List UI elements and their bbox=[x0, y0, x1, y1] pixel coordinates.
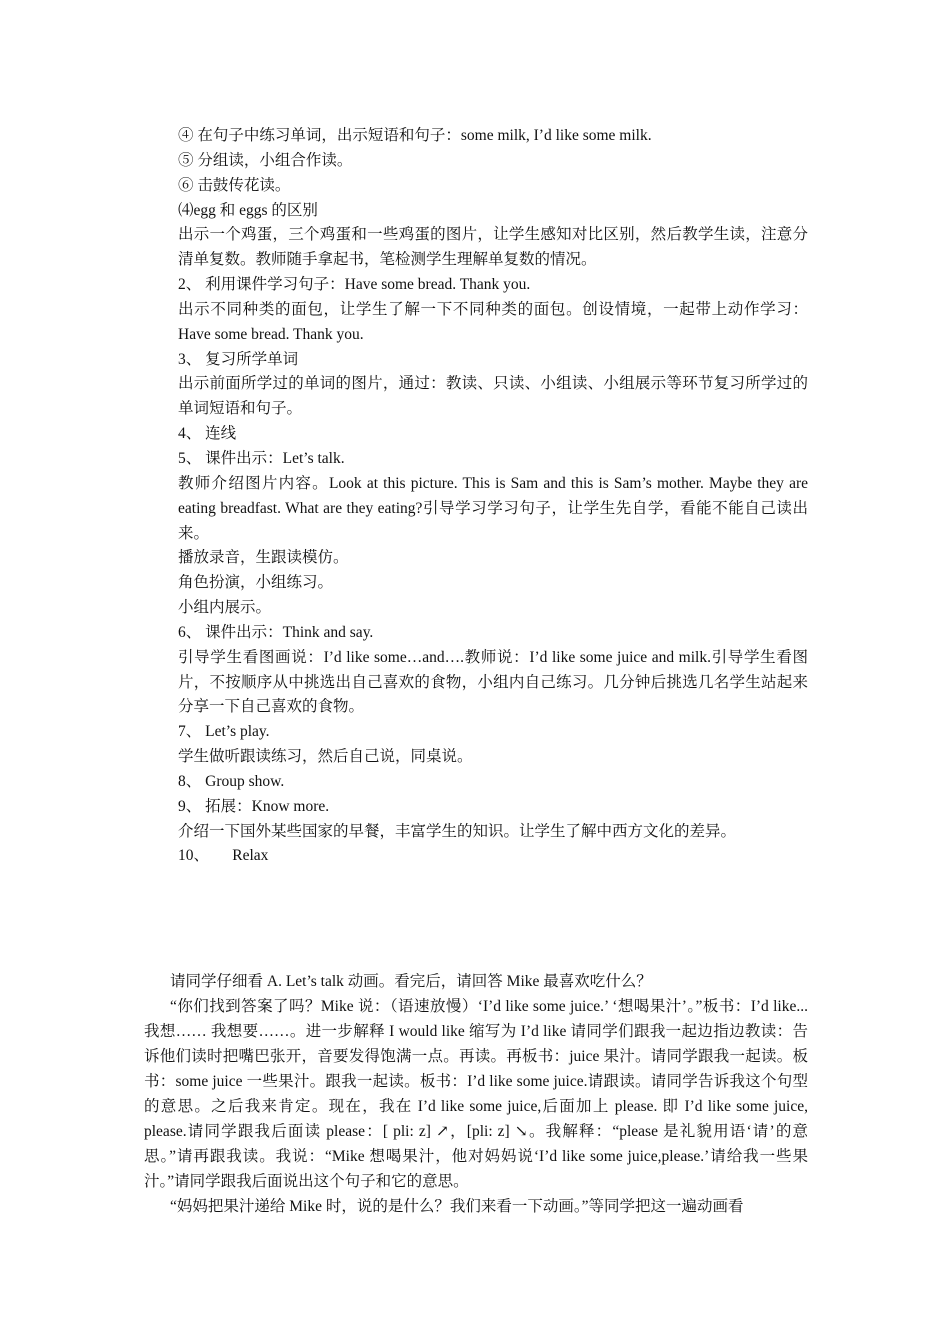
paragraph: 学生做听跟读练习，然后自己说，同桌说。 bbox=[178, 748, 473, 766]
paragraph: 介绍一下国外某些国家的早餐，丰富学生的知识。让学生了解中西方文化的差异。 bbox=[178, 822, 737, 840]
paragraph: 小组内展示。 bbox=[178, 599, 272, 617]
paragraph: 3、 复习所学单词 bbox=[178, 350, 299, 368]
paragraph: 请同学仔细看 A. Let’s talk 动画。看完后，请回答 Mike 最喜欢吃什么？ bbox=[170, 973, 652, 990]
paragraph: 5、 课件出示：Let’s talk. bbox=[178, 449, 345, 467]
paragraph: 9、 拓展：Know more. bbox=[178, 797, 330, 815]
paragraph: 8、 Group show. bbox=[178, 772, 285, 790]
lesson-narrative-section bbox=[144, 969, 808, 1219]
paragraph: ⑷egg 和 eggs 的区别 bbox=[178, 201, 318, 219]
paragraph: 出示一个鸡蛋，三个鸡蛋和一些鸡蛋的图片，让学生感知对比区别，然后教学生读，注意分清单复数。教师随手拿起书，笔检测学生理解单复数的情况。 bbox=[178, 226, 808, 269]
lesson-steps-section bbox=[178, 124, 808, 869]
paragraph: “妈妈把果汁递给 Mike 时，说的是什么？我们来看一下动画。”等同学把这一遍动画看 bbox=[170, 1198, 744, 1215]
paragraph: 2、 利用课件学习句子：Have some bread. Thank you. bbox=[178, 276, 531, 294]
paragraph: ④ 在句子中练习单词，出示短语和句子：some milk, I’d like some milk. bbox=[178, 127, 652, 144]
paragraph: 出示前面所学过的单词的图片，通过：教读、只读、小组读、小组展示等环节复习所学过的单词短语和句子。 bbox=[178, 375, 808, 418]
paragraph: 4、 连线 bbox=[178, 425, 237, 443]
paragraph: 引导学生看图画说：I’d like some…and….教师说：I’d like some juice and milk.引导学生看图片，不按顺序从中挑选出自己喜欢的食物，小组内自己练习。几分钟后挑选几名学生站起来分享一下自己喜欢的食物。 bbox=[178, 648, 808, 716]
paragraph: 角色扮演，小组练习。 bbox=[178, 574, 334, 592]
paragraph: ⑤ 分组读，小组合作读。 bbox=[178, 151, 353, 169]
paragraph: 7、 Let’s play. bbox=[178, 723, 270, 741]
paragraph: “你们找到答案了吗？Mike 说：（语速放慢）‘I’d like some juice.’ ‘想喝果汁’。”板书：I’d like... 我想…… 我想要……。进一步解释 I would like 缩写为 I’d like 请同学们跟我一起边指边教读：告诉他们读时把嘴巴张开，音要发得饱满一点。再读。再板书：juice 果汁。请同学跟我一起读。板书：some juice 一些果汁。跟我一起读。板书：I’d like some juice.请跟读。请同学告诉我这个句型的意思。之后我来肯定。现在，我在 I’d like some juice,后面加上 please. 即 I’d like some juice, please.请同学跟我后面读 please：[ pli: z] ↗，[pli: z] ↘。我解释：“please 是礼貌用语‘请’的意思。”请再跟我读。我说：“Mike 想喝果汁，他对妈妈说‘I’d like some juice,please.’请给我一些果汁。”请同学跟我后面说出这个句子和它的意思。 bbox=[144, 998, 808, 1190]
paragraph: 播放录音，生跟读模仿。 bbox=[178, 549, 349, 567]
paragraph: 出示不同种类的面包，让学生了解一下不同种类的面包。创设情境，一起带上动作学习：Have some bread. Thank you. bbox=[178, 300, 808, 343]
paragraph: 10、 Relax bbox=[178, 847, 269, 865]
paragraph: ⑥ 击鼓传花读。 bbox=[178, 176, 291, 194]
paragraph: 教师介绍图片内容。Look at this picture. This is Sam and this is Sam’s mother. Maybe they are eating breadfast. What are they eating?引导学习学习句子，让学生先自学，看能不能自己读出来。 bbox=[178, 474, 808, 542]
paragraph: 6、 课件出示：Think and say. bbox=[178, 623, 374, 641]
